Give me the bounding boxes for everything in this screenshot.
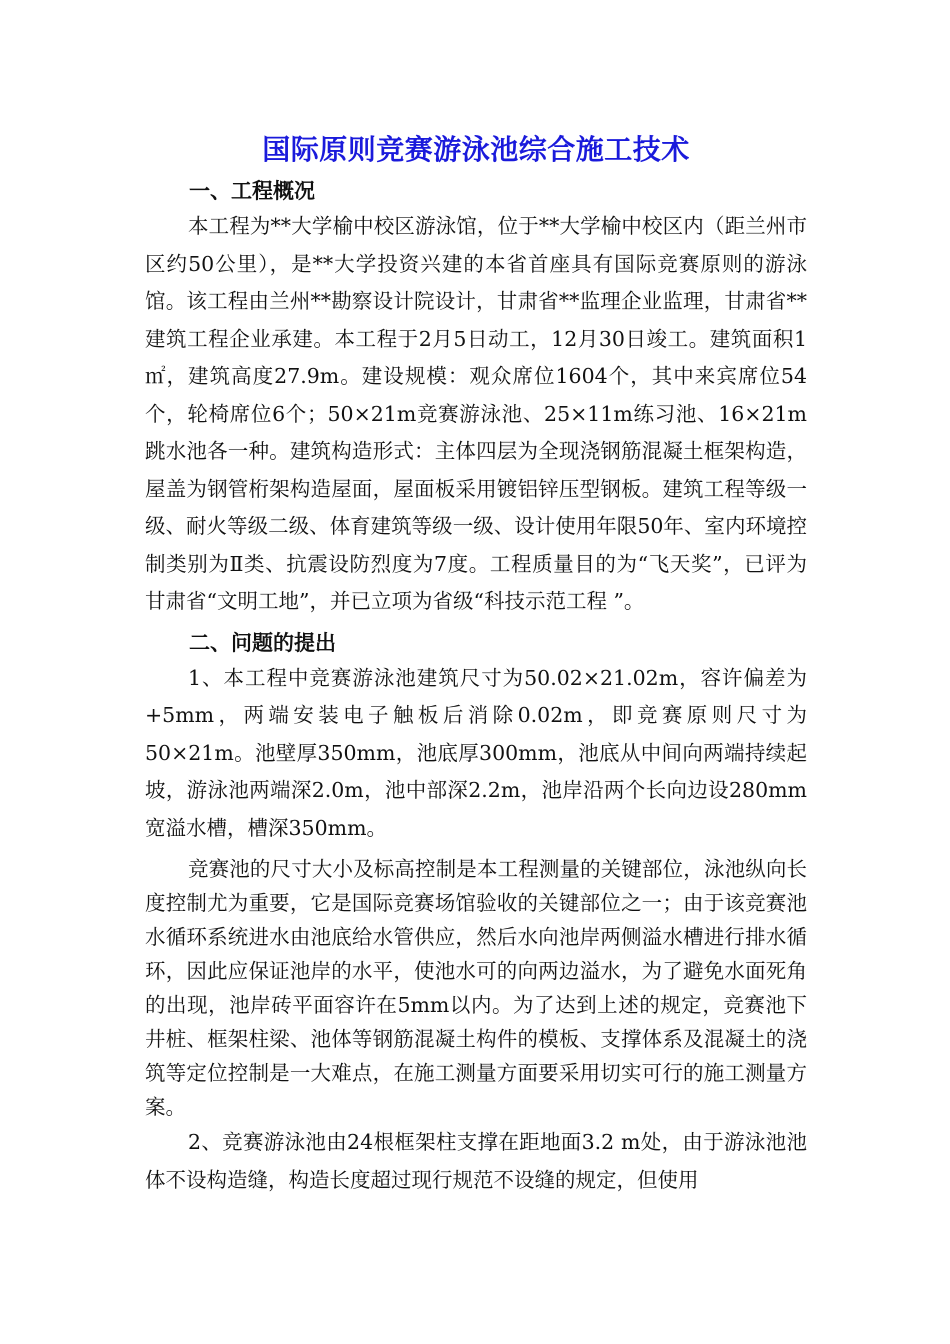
- section-heading-problem: 二、问题的提出: [189, 629, 336, 655]
- paragraph-measurement-control: 竞赛池的尺寸大小及标高控制是本工程测量的关键部位，泳池纵向长度控制尤为重要，它是国际竞赛场馆验收的关键部位之一；由于该竞赛池水循环系统进水由池底给水管供应，然后水向池岸两侧溢水槽进行排水循环，因此应保证池岸的水平，使池水可的向两边溢水，为了避免水面死角的出现，池岸砖平面容许在5mm以内。为了达到上述的规定，竞赛池下井桩、框架柱梁、池体等钢筋混凝土构件的模板、支撑体系及混凝土的浇筑等定位控制是一大难点，在施工测量方面要采用切实可行的施工测量方案。: [145, 857, 807, 1119]
- paragraph-pool-dimensions: 1、本工程中竞赛游泳池建筑尺寸为50.02×21.02m，容许偏差为+5mm，两端安装电子触板后消除0.02m，即竞赛原则尺寸为50×21m。池壁厚350mm，池底厚300mm，池底从中间向两端持续起坡，游泳池两端深2.0m，池中部深2.2m，池岸沿两个长向边设280mm宽溢水槽，槽深350mm。: [145, 665, 807, 840]
- paragraph-overview: 本工程为**大学榆中校区游泳馆，位于**大学榆中校区内（距兰州市区约50公里），是**大学投资兴建的本省首座具有国际竞赛原则的游泳馆。该工程由兰州**勘察设计院设计，甘肃省**监理企业监理，甘肃省**建筑工程企业承建。本工程于2月5日动工，12月30日竣工。建筑面积1㎡，建筑高度27.9m。建设规模：观众席位1604个，其中来宾席位54个，轮椅席位6个；50×21m竞赛游泳池、25×11m练习池、16×21m跳水池各一种。建筑构造形式：主体四层为全现浇钢筋混凝土框架构造，屋盖为钢管桁架构造屋面，屋面板采用镀铝锌压型钢板。建筑工程等级一级、耐火等级二级、体育建筑等级一级、设计使用年限50年、室内环境控制类别为Ⅱ类、抗震设防烈度为7度。工程质量目的为“飞天奖”，已评为甘肃省“文明工地”，并已立项为省级“科技示范工程 ”。: [145, 214, 807, 613]
- section-heading-overview: 一、工程概况: [189, 178, 315, 203]
- document-page: [145, 128, 807, 1199]
- paragraph-column-support: 2、竞赛游泳池由24根框架柱支撑在距地面3.2 m处，由于游泳池池体不设构造缝，构造长度超过现行规范不设缝的规定，但使用: [145, 1130, 807, 1192]
- document-title: 国际原则竞赛游泳池综合施工技术: [262, 133, 690, 166]
